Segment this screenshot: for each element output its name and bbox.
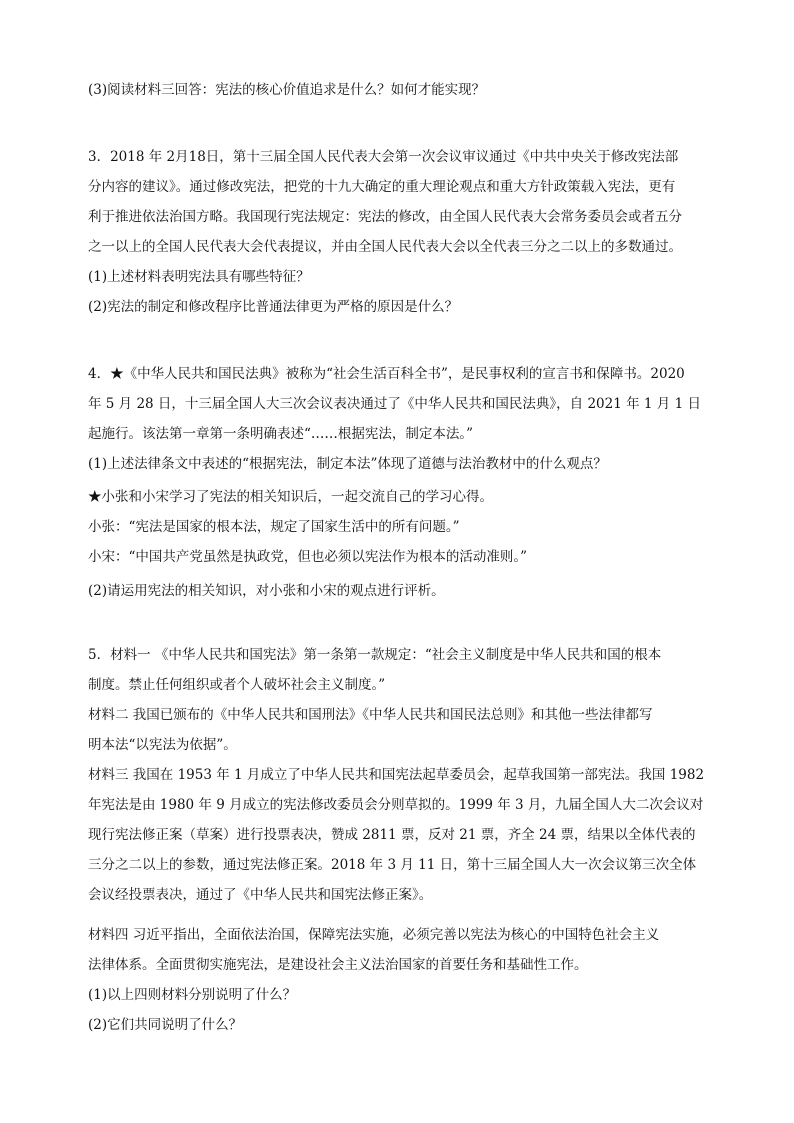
question-5-material-3-line-5: 会议经投票表决，通过了《中华人民共和国宪法修正案》。	[88, 887, 433, 903]
question-5-material-1-line-2: 制度。禁止任何组织或者个人破坏社会主义制度。”	[88, 677, 386, 693]
question-5-material-1-line-1: 5．材料一 《中华人民共和国宪法》第一条第一款规定：“社会主义制度是中华人民共和国的根本	[88, 647, 662, 663]
question-3-line-1: 3．2018 年 2月18日，第十三届全国人民代表大会第一次会议审议通过《中共中央关于修改宪法部	[88, 149, 679, 165]
question-5-material-3-line-4: 三分之二以上的参数，通过宪法修正案。2018 年 3 月 11 日，第十三届全国人大一次会议第三次全体	[88, 857, 697, 873]
question-3-sub-2: (2)宪法的制定和修改程序比普通法律更为严格的原因是什么？	[88, 299, 459, 315]
question-5-material-3-line-2: 年宪法是由 1980 年 9 月成立的宪法修改委员会分则草拟的。1999 年 3 月，九届全国人大二次会议对	[88, 797, 704, 813]
question-4-note: ★小张和小宋学习了宪法的相关知识后，一起交流自己的学习心得。	[88, 489, 493, 505]
question-4-line-1: 4．★《中华人民共和国民法典》被称为“社会生活百科全书”，是民事权利的宣言书和保障书。2020	[88, 366, 685, 382]
question-4-line-2: 年 5 月 28 日，十三届全国人大三次会议表决通过了《中华人民共和国民法典》，自 2021 年 1 月 1 日	[88, 396, 701, 412]
question-3-line-2: 分内容的建议》。通过修改宪法，把党的十九大确定的重大理论观点和重大方针政策载入宪法，更有	[88, 179, 676, 195]
question-4-xiaozhang: 小张：“宪法是国家的根本法，规定了国家生活中的所有问题。”	[88, 519, 460, 535]
question-5-material-3-line-3: 现行宪法修正案（草案）进行投票表决，赞成 2811 票，反对 21 票，齐全 24 票，结果以全体代表的	[88, 827, 696, 843]
question-4-sub-1: (1)上述法律条文中表述的“根据宪法，制定本法”体现了道德与法治教材中的什么观点？	[88, 456, 607, 472]
question-5-material-2-line-2: 明本法“以宪法为依据”。	[88, 737, 237, 753]
question-3-sub-1: (1)上述材料表明宪法具有哪些特征？	[88, 269, 310, 285]
question-3-line-3: 利于推进依法治国方略。我国现行宪法规定：宪法的修改，由全国人民代表大会常务委员会或者五分	[88, 209, 682, 225]
question-2-sub-3: (3)阅读材料三回答：宪法的核心价值追求是什么？如何才能实现？	[88, 82, 486, 98]
question-5-material-2-line-1: 材料二 我国已颁布的《中华人民共和国刑法》《中华人民共和国民法总则》和其他一些法律都写	[88, 707, 653, 723]
question-4-line-3: 起施行。该法第一章第一条明确表述“……根据宪法，制定本法。”	[88, 426, 474, 442]
question-5-material-4-line-2: 法律体系。全面贯彻实施宪法，是建设社会主义法治国家的首要任务和基础性工作。	[88, 957, 588, 973]
question-5-material-4-line-1: 材料四 习近平指出，全面依法治国，保障宪法实施，必须完善以宪法为核心的中国特色社会主义	[88, 927, 660, 943]
question-5-material-3-line-1: 材料三 我国在 1953 年 1 月成立了中华人民共和国宪法起草委员会，起草我国第一部宪法。我国 1982	[88, 767, 705, 783]
question-3-line-4: 之一以上的全国人民代表大会代表提议，并由全国人民代表大会以全代表三分之二以上的多数通过。	[88, 239, 682, 255]
question-5-sub-1: (1)以上四则材料分别说明了什么？	[88, 987, 297, 1003]
question-4-sub-2: (2)请运用宪法的相关知识，对小张和小宋的观点进行评析。	[88, 583, 445, 599]
question-4-xiaosong: 小宋：“中国共产党虽然是执政党，但也必须以宪法作为根本的活动准则。”	[88, 549, 528, 565]
question-5-sub-2: (2)它们共同说明了什么？	[88, 1017, 243, 1033]
